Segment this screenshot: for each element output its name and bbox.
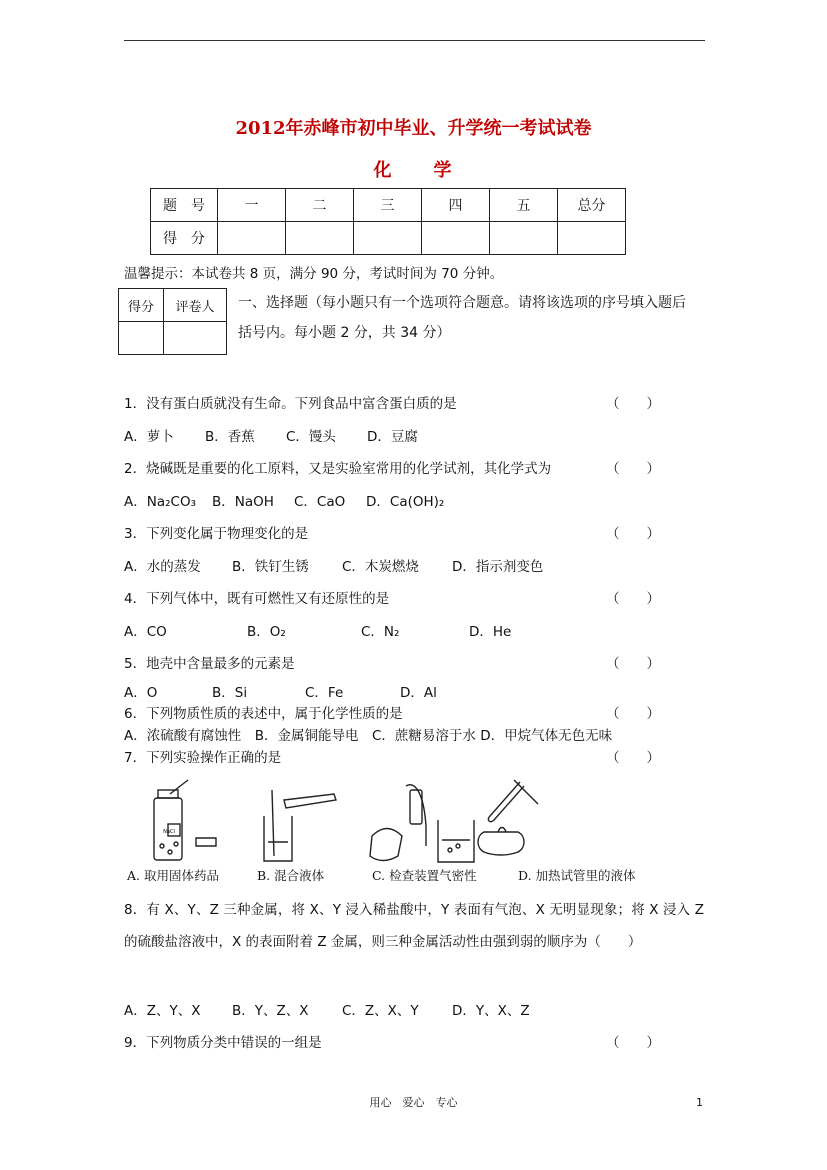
option-a: A．CO — [124, 624, 167, 640]
score-cell[interactable] — [558, 222, 626, 255]
figure-caption-d: D. 加热试管里的液体 — [518, 868, 636, 883]
question-2-stem: 2．烧碱既是重要的化工原料，又是实验室常用的化学试剂，其化学式为 — [124, 461, 552, 477]
option-a: A．Na₂CO₃ — [124, 494, 196, 510]
grader-score-label: 得分 — [119, 289, 164, 322]
grader-score-cell[interactable] — [119, 322, 164, 355]
option-b: B．香蕉 — [205, 429, 255, 445]
option-d: D．指示剂变色 — [452, 559, 544, 575]
option-b: B．Si — [212, 685, 248, 701]
answer-paren[interactable]: （ ） — [606, 526, 660, 542]
option-d: D．Y、X、Z — [452, 1003, 530, 1019]
option-b: B．O₂ — [247, 624, 286, 640]
grader-name-cell[interactable] — [164, 322, 227, 355]
header-rule — [124, 40, 705, 41]
score-cell[interactable] — [354, 222, 422, 255]
answer-paren[interactable]: （ ） — [606, 396, 660, 412]
question-4-stem: 4．下列气体中，既有可燃性又有还原性的是 — [124, 591, 390, 607]
question-6-stem: 6．下列物质性质的表述中，属于化学性质的是 — [124, 706, 403, 722]
section-heading — [238, 288, 708, 348]
option-a: A．Z、Y、X — [124, 1003, 201, 1019]
option-d: D．豆腐 — [367, 429, 418, 445]
page-number: 1 — [696, 1096, 703, 1109]
score-table — [150, 188, 626, 255]
exam-notice: 温馨提示：本试卷共 8 页，满分 90 分，考试时间为 70 分钟。 — [124, 266, 504, 282]
option-d: D．Ca(OH)₂ — [366, 494, 445, 510]
score-header-cell: 题 号 — [151, 189, 218, 222]
score-header-cell: 五 — [490, 189, 558, 222]
solid-reagent-jar-illustration — [154, 780, 216, 860]
section-heading-line2: 括号内。每小题 2 分，共 34 分） — [238, 325, 451, 341]
option-d: D．He — [469, 624, 512, 640]
answer-paren[interactable]: （ ） — [606, 656, 660, 672]
option-b: B．NaOH — [212, 494, 274, 510]
answer-paren[interactable]: （ ） — [606, 461, 660, 477]
airtightness-check-illustration — [370, 785, 474, 862]
option-c: C．N₂ — [361, 624, 400, 640]
mixing-liquids-illustration — [264, 790, 336, 861]
score-table-header-row — [151, 189, 626, 222]
score-header-cell: 三 — [354, 189, 422, 222]
score-header-cell: 总分 — [558, 189, 626, 222]
option-d: D．Al — [400, 685, 437, 701]
option-c: C．馒头 — [286, 429, 336, 445]
nacl-label: NaCl — [163, 829, 175, 835]
score-cell[interactable] — [490, 222, 558, 255]
score-cell[interactable] — [218, 222, 286, 255]
option-a: A．O — [124, 685, 158, 701]
figure-caption-a: A. 取用固体药品 — [127, 868, 219, 883]
question-1-stem: 1．没有蛋白质就没有生命。下列食品中富含蛋白质的是 — [124, 396, 457, 412]
score-row-label: 得 分 — [151, 222, 218, 255]
option-b: B．Y、Z、X — [232, 1003, 309, 1019]
score-cell[interactable] — [286, 222, 354, 255]
score-cell[interactable] — [422, 222, 490, 255]
option-a: A．萝卜 — [124, 429, 174, 445]
question-8-text: 8．有 X、Y、Z 三种金属，将 X、Y 浸入稀盐酸中，Y 表面有气泡、X 无明显现象；将 X 浸入 Z 的硫酸盐溶液中，X 的表面附着 Z 金属，则三种金属活动性由强到弱的顺序为（ ） — [124, 902, 704, 950]
section-heading-line1: 一、选择题（每小题只有一个选项符合题意。请将该选项的序号填入题后 — [238, 295, 686, 311]
option-c: C．CaO — [294, 494, 346, 510]
question-3-stem: 3．下列变化属于物理变化的是 — [124, 526, 309, 542]
answer-paren[interactable]: （ ） — [606, 706, 660, 722]
option-c: C．Fe — [305, 685, 344, 701]
grader-box — [118, 288, 227, 355]
grader-name-label: 评卷人 — [164, 289, 227, 322]
answer-paren[interactable]: （ ） — [606, 591, 660, 607]
question-9-stem: 9．下列物质分类中错误的一组是 — [124, 1035, 322, 1051]
score-header-cell: 四 — [422, 189, 490, 222]
question-5-stem: 5．地壳中含量最多的元素是 — [124, 656, 295, 672]
exam-title: 2012年赤峰市初中毕业、升学统一考试试卷 — [235, 118, 592, 139]
figure-caption-b: B. 混合液体 — [257, 868, 325, 883]
option-b: B．铁钉生锈 — [232, 559, 309, 575]
option-a: A．水的蒸发 — [124, 559, 201, 575]
answer-paren[interactable]: （ ） — [606, 1035, 660, 1051]
score-header-cell: 二 — [286, 189, 354, 222]
question-6-options: A．浓硫酸有腐蚀性 B．金属铜能导电 C．蔗糖易溶于水 D．甲烷气体无色无味 — [124, 728, 613, 744]
score-header-cell: 一 — [218, 189, 286, 222]
option-c: C．木炭燃烧 — [342, 559, 419, 575]
answer-paren[interactable]: （ ） — [606, 750, 660, 766]
page-footer: 用心 爱心 专心 — [369, 1096, 458, 1109]
question-7-stem: 7．下列实验操作正确的是 — [124, 750, 282, 766]
option-c: C．Z、X、Y — [342, 1003, 419, 1019]
score-table-score-row — [151, 222, 626, 255]
figure-caption-c: C. 检查装置气密性 — [372, 868, 477, 883]
subject-title: 化 学 — [373, 160, 454, 181]
heating-test-tube-illustration — [478, 780, 538, 855]
